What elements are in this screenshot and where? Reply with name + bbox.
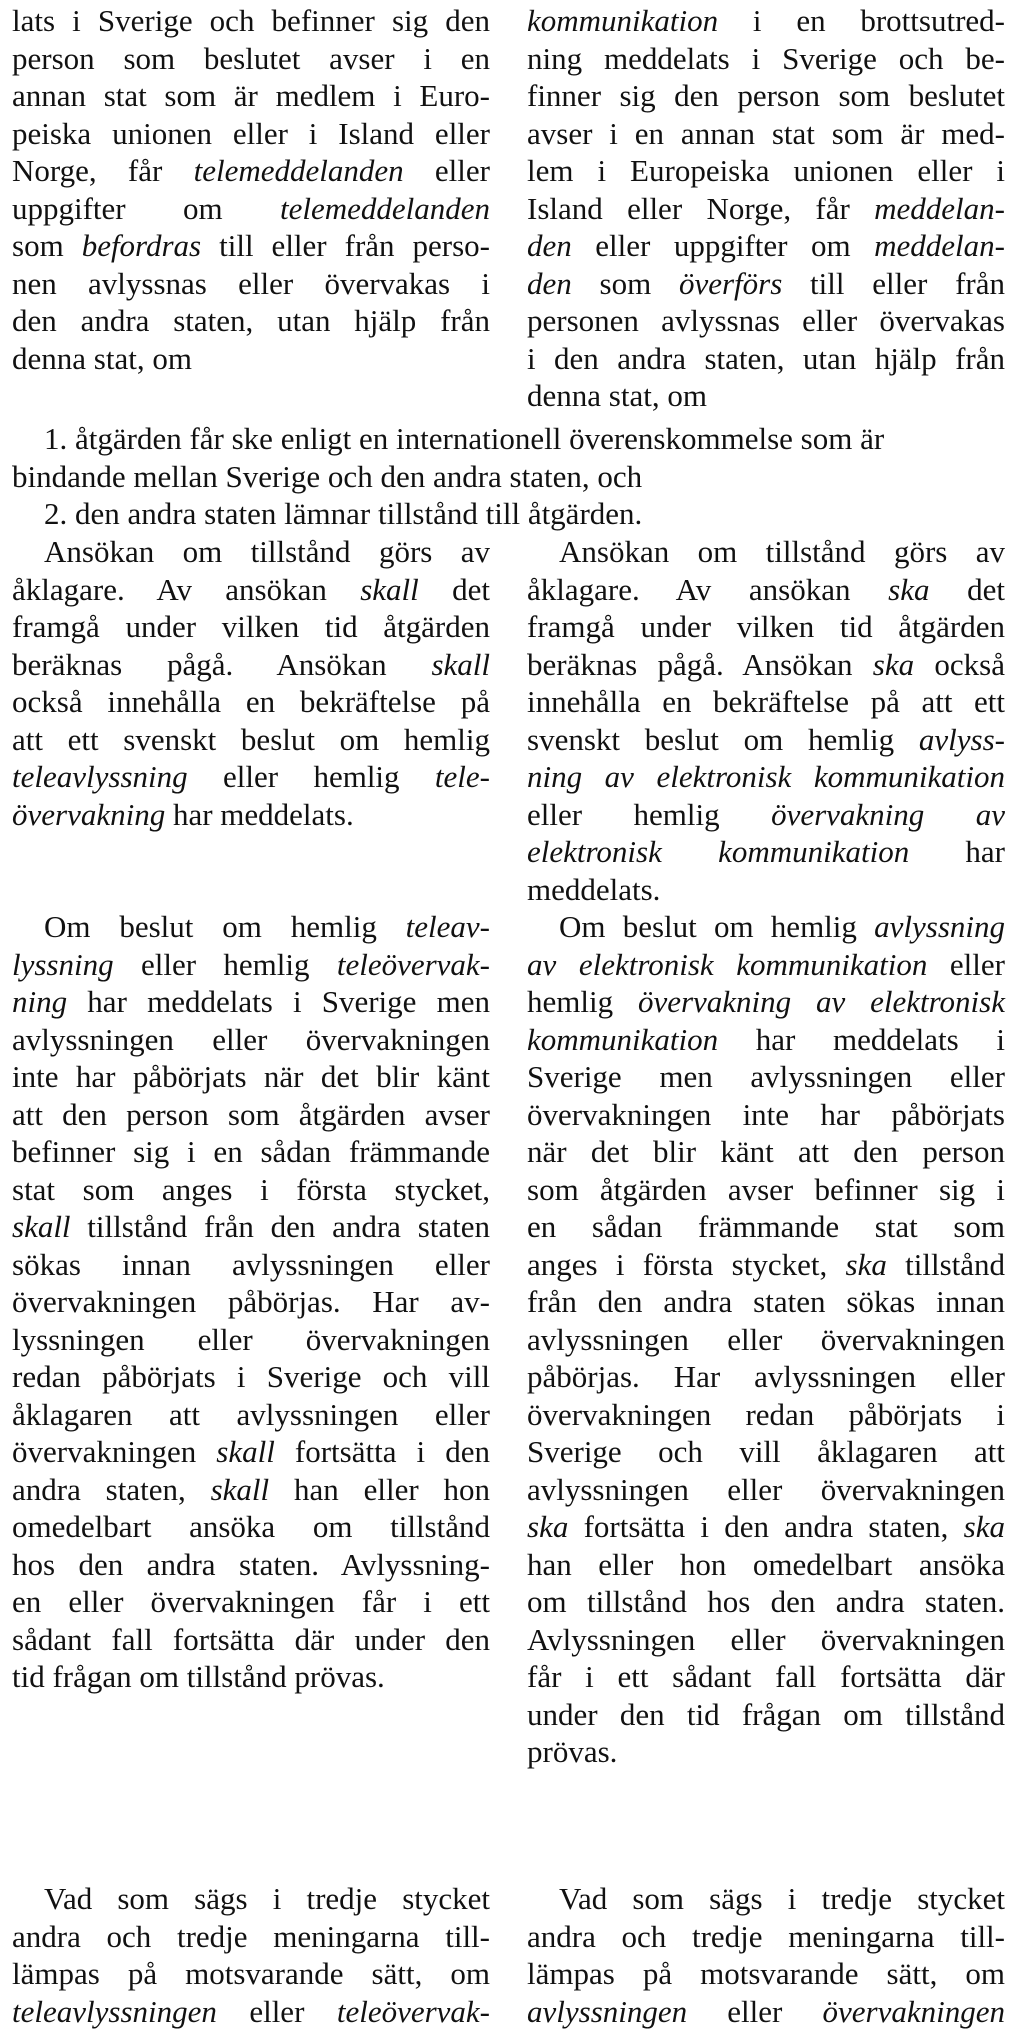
text-line: peiska unionen eller i Island eller (12, 115, 490, 151)
text-line: påbörjas. Har avlyssningen eller (527, 1359, 1005, 1394)
text-line: Om beslut om hemlig avlyssning (559, 909, 1005, 944)
text-line: Om beslut om hemlig teleav- (44, 909, 490, 944)
text-line: om tillstånd hos den andra staten. (527, 1584, 1005, 1619)
text-line: meddelats. (527, 871, 661, 907)
text-line: lämpas på motsvarande sätt, om (527, 1956, 1005, 1991)
text-line: får i ett sådant fall fortsätta där (527, 1659, 1005, 1694)
text-line: avlyssningen eller övervakningen (527, 1993, 1005, 2029)
text-line: också innehålla en bekräftelse på (12, 684, 490, 719)
text-line: denna stat, om (527, 378, 707, 413)
text-line: personen avlyssnas eller övervakas (527, 303, 1005, 338)
text-line: beräknas pågå. Ansökan skall (12, 646, 490, 682)
text-line: sådant fall fortsätta där under den (12, 1621, 490, 1657)
text-line: Island eller Norge, får meddelan- (527, 190, 1005, 226)
left-column-paragraph-1 (12, 2, 490, 377)
text-line: kommunikation i en brottsutred- (527, 3, 1005, 38)
text-line: kommunikation har meddelats i (527, 1021, 1005, 1057)
left-column-paragraph-3 (12, 908, 490, 1696)
right-column-paragraph-3 (527, 908, 1005, 1771)
text-line: som åtgärden avser befinner sig i (527, 1171, 1005, 1207)
text-line: lyssning eller hemlig teleövervak- (12, 946, 490, 982)
text-line: ning meddelats i Sverige och be- (527, 40, 1005, 76)
text-line: lats i Sverige och befinner sig den (12, 3, 490, 38)
text-line: att den person som åtgärden avser (12, 1096, 490, 1132)
text-line: prövas. (527, 1734, 618, 1769)
shared-list (12, 420, 1007, 533)
text-line: nen avlyssnas eller övervakas i (12, 265, 490, 301)
text-line: som befordras till eller från perso- (12, 228, 490, 263)
text-line: lem i Europeiska unionen eller i (527, 153, 1005, 188)
text-line: uppgifter om telemeddelanden (12, 190, 490, 226)
text-line: han eller hon omedelbart ansöka (527, 1546, 1005, 1582)
text-line: teleavlyssning eller hemlig tele- (12, 759, 490, 794)
text-line: inte har påbörjats när det blir känt (12, 1059, 490, 1094)
text-line: andra staten, skall han eller hon (12, 1471, 491, 1507)
text-line: omedelbart ansöka om tillstånd (12, 1509, 490, 1544)
text-line: den andra staten, utan hjälp från (12, 303, 490, 338)
text-line: avser i en annan stat som är med- (527, 115, 1005, 151)
text-line: hemlig övervakning av elektronisk (527, 984, 1005, 1019)
text-line: sökas innan avlyssningen eller (12, 1246, 490, 1282)
text-line: svenskt beslut om hemlig avlyss- (527, 721, 1005, 757)
text-line: denna stat, om (12, 340, 192, 376)
right-column-paragraph-2 (527, 533, 1005, 908)
text-line: eller hemlig övervakning av (527, 796, 1005, 832)
text-line: andra och tredje meningarna till- (527, 1918, 1005, 1954)
text-line: Vad som sägs i tredje stycket (44, 1881, 490, 1916)
text-line: annan stat som är medlem i Euro- (12, 78, 490, 113)
text-line: Sverige men avlyssningen eller (527, 1059, 1005, 1094)
text-line: lämpas på motsvarande sätt, om (12, 1956, 490, 1991)
text-line: av elektronisk kommunikation eller (527, 946, 1005, 982)
text-line: redan påbörjats i Sverige och vill (12, 1359, 490, 1394)
text-line: åklagare. Av ansökan ska det (527, 571, 1005, 607)
text-line: skall tillstånd från den andra staten (12, 1209, 490, 1244)
text-line: avlyssningen eller övervakningen (527, 1471, 1005, 1507)
text-line: stat som anges i första stycket, (12, 1171, 490, 1207)
text-line: Sverige och vill åklagaren att (527, 1434, 1005, 1469)
text-line: övervakning har meddelats. (12, 796, 354, 832)
text-line: Vad som sägs i tredje stycket (559, 1881, 1005, 1916)
text-line: person som beslutet avser i en (12, 40, 490, 76)
left-column-paragraph-2 (12, 533, 490, 833)
text-line: en sådan främmande stat som (527, 1209, 1005, 1244)
text-line: finner sig den person som beslutet (527, 78, 1005, 113)
text-line: Norge, får telemeddelanden eller (12, 153, 490, 188)
text-line: Avlyssningen eller övervakningen (527, 1621, 1005, 1657)
text-line: avlyssningen eller övervakningen (12, 1021, 490, 1057)
text-line: hos den andra staten. Avlyssning- (12, 1546, 490, 1582)
text-line: övervakningen inte har påbörjats (527, 1096, 1005, 1132)
text-line: ska fortsätta i den andra staten, ska (527, 1509, 1005, 1544)
text-line: en eller övervakningen får i ett (12, 1584, 490, 1619)
right-column-paragraph-4 (527, 1880, 1005, 2030)
list-item-1-line-2: bindande mellan Sverige och den andra staten, och (12, 458, 643, 494)
text-line: framgå under vilken tid åtgärden (527, 609, 1005, 644)
text-line: Ansökan om tillstånd görs av (559, 534, 1005, 569)
text-line: den eller uppgifter om meddelan- (527, 228, 1005, 263)
text-line: övervakningen redan påbörjats i (527, 1396, 1005, 1432)
text-line: övervakningen påbörjas. Har av- (12, 1284, 490, 1319)
text-line: framgå under vilken tid åtgärden (12, 609, 490, 644)
text-line: anges i första stycket, ska tillstånd (527, 1246, 1006, 1282)
text-line: avlyssningen eller övervakningen (527, 1321, 1005, 1357)
text-line: lyssningen eller övervakningen (12, 1321, 490, 1357)
text-line: den som överförs till eller från (527, 265, 1005, 301)
text-line: elektronisk kommunikation har (527, 834, 1005, 869)
right-column-paragraph-1 (527, 2, 1005, 415)
text-line: ning av elektronisk kommunikation (527, 759, 1005, 794)
text-line: teleavlyssningen eller teleövervak- (12, 1993, 490, 2029)
text-line: Ansökan om tillstånd görs av (44, 534, 490, 569)
text-line: under den tid frågan om tillstånd (527, 1696, 1005, 1732)
text-line: åklagaren att avlyssningen eller (12, 1396, 490, 1432)
list-item-1-line-1: 1. åtgärden får ske enligt en internationell överenskommelse som är (44, 421, 885, 456)
text-line: i den andra staten, utan hjälp från (527, 340, 1005, 376)
text-line: tid frågan om tillstånd prövas. (12, 1659, 385, 1694)
list-item-2: 2. den andra staten lämnar tillstånd till åtgärden. (44, 496, 643, 531)
left-column-paragraph-4 (12, 1880, 490, 2030)
text-line: från den andra staten sökas innan (527, 1284, 1005, 1319)
text-line: ning har meddelats i Sverige men (12, 984, 490, 1019)
text-line: befinner sig i en sådan främmande (12, 1134, 490, 1169)
text-line: åklagare. Av ansökan skall det (12, 571, 490, 607)
text-line: att ett svenskt beslut om hemlig (12, 721, 490, 757)
text-line: när det blir känt att den person (527, 1134, 1005, 1169)
text-line: övervakningen skall fortsätta i den (12, 1434, 490, 1469)
text-line: beräknas pågå. Ansökan ska också (527, 646, 1005, 682)
text-line: innehålla en bekräftelse på att ett (527, 684, 1005, 719)
text-line: andra och tredje meningarna till- (12, 1918, 490, 1954)
